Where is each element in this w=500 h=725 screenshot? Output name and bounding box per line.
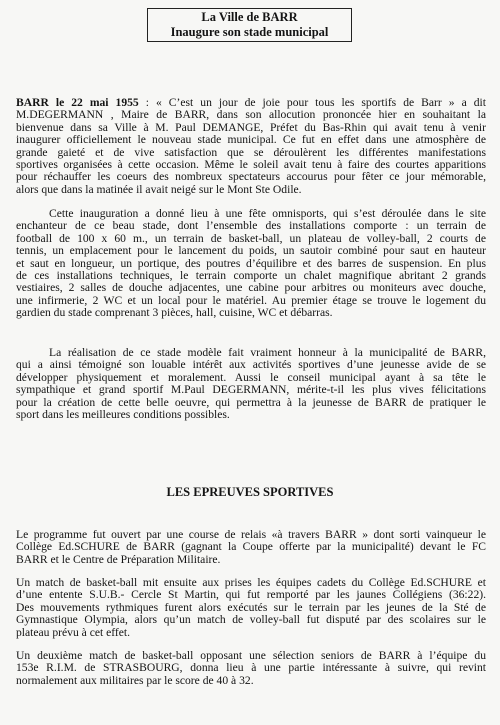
paragraph-line: sport dans les meilleures conditions possibles.	[16, 408, 230, 422]
paragraph-line: enchanteur de ce beau stade, dont l’ensemble des installations comporte : un terrain de	[16, 219, 486, 233]
title-line-2: Inaugure son stade municipal	[170, 25, 329, 39]
title-line-1: La Ville de BARR	[201, 10, 298, 24]
title-box	[147, 8, 352, 42]
paragraph-line: Gymnastique Olympia, alors qu’un match de volley-ball fut disputé par des scolaires sur le	[16, 613, 486, 627]
dateline: BARR le 22 mai 1955	[16, 96, 139, 109]
paragraph-line: de ces installations techniques, le terrain comporte un chalet magnifique abritant 2 grands	[16, 269, 486, 283]
paragraph-line: BARR le 22 mai 1955 : « C’est un jour de joie pour tous les sportifs de Barr » a dit	[16, 96, 486, 109]
paragraph-line: Un deuxième match de basket-ball opposant une sélection seniors de BARR à l’équipe du	[16, 649, 486, 662]
paragraph-line: football de 100 x 60 m., un terrain de basket-ball, un plateau de volley-ball, 2 courts de	[16, 231, 486, 245]
paragraph-line: et saut en longueur, un portique, des poutres d’équilibre et des barres de suspension. En plus	[16, 256, 486, 270]
paragraph-line: qui a ainsi témoigné son louable intérêt aux activités sportives d’une jeunesse avide de se	[16, 358, 486, 372]
paragraph-3	[16, 347, 486, 421]
paragraph-line: 153e R.I.M. de STRASBOURG, donna lieu à une partie intéressante à suivre, qui revint	[16, 661, 486, 675]
paragraph-line: alors que dans la matinée il avait neigé sur le Mont Ste Odile.	[16, 182, 302, 196]
paragraph-line: Le programme fut ouvert par une course de relais «à travers BARR » dont sorti vainqueur le	[16, 528, 486, 541]
paragraph-line: tennis, un emplacement pour le lancement du poids, un sautoir combiné pour saut en hauteur	[16, 244, 486, 258]
paragraph-line: Un match de basket-ball mit ensuite aux prises les équipes cadets du Collège Ed.SCHURE et	[16, 576, 486, 589]
paragraph-line: BARR et le Centre de Préparation Militaire.	[16, 552, 221, 566]
paragraph-line: grande gaieté et de vive satisfaction que se déroulèrent les différentes manifestations	[16, 145, 486, 159]
paragraph-line: sympathique et grand sportif M.Paul DEGERMANN, mérite-t-il les plus vives félicitations	[16, 383, 486, 397]
paragraph-line: plateau prévu à cet effet.	[16, 625, 131, 639]
paragraph-line: d’une entente S.U.B.- Cercle St Martin, qui fut remporté par les jaunes Collégiens (36:22).	[16, 588, 486, 602]
paragraph-6	[16, 650, 486, 687]
paragraph-1	[16, 97, 486, 196]
paragraph-line: inaugurer officiellement le nouveau stade municipal. Ce fut en effet dans une atmosphère de	[16, 133, 486, 147]
paragraph-line: développer physiquement et moralement. Aussi le conseil municipal ayant à sa tête le	[16, 370, 486, 384]
section-heading: LES EPREUVES SPORTIVES	[166, 485, 334, 499]
paragraph-line: Cette inauguration a donné lieu à une fête omnisports, qui s’est déroulée dans le site	[49, 207, 486, 220]
paragraph-line: sportives organisées à cette occasion. Même le soleil avait tenu à faire des courtes apparitions	[16, 158, 486, 172]
paragraph-4	[16, 529, 486, 566]
paragraph-line: Collège Ed.SCHURE de BARR (gagnant la Coupe offerte par la municipalité) devant le FC	[16, 540, 486, 554]
paragraph-line: normalement aux militaires par le score de 40 à 32.	[16, 673, 254, 687]
paragraph-line: La réalisation de ce stade modèle fait vraiment honneur à la municipalité de BARR,	[49, 346, 486, 359]
paragraph-line: vestiaires, 2 salles de douche adjacentes, une cabine pour arbitres ou moniteurs avec douche,	[16, 281, 486, 295]
paragraph-line: gardien du stade comprenant 3 pièces, hall, cuisine, WC et débarras.	[16, 306, 333, 320]
paragraph-5	[16, 577, 486, 639]
paragraph-line: M.DEGERMANN , Maire de BARR, dans son allocution prononcée hier en souhaitant la	[16, 108, 486, 122]
paragraph-line: pour réchauffer les coeurs des nombreux spectateurs accourus pour fêter ce jour mémorable,	[16, 170, 486, 184]
paragraph-line: pour la création de cette belle oeuvre, qui permettra à la jeunesse de BARR de pratiquer le	[16, 395, 486, 409]
paragraph-line: une infirmerie, 2 WC et un local pour le matériel. Au premier étage se trouve le logement du	[16, 293, 486, 307]
paragraph-2	[16, 208, 486, 320]
paragraph-line: Des mouvements rythmiques furent alors exécutés sur le terrain par les jeunes de la Sté de	[16, 600, 486, 614]
paragraph-line: bienvenue dans sa Ville à M. Paul DEMANGE, Préfet du Bas-Rhin qui avait tenu à venir	[16, 120, 486, 134]
